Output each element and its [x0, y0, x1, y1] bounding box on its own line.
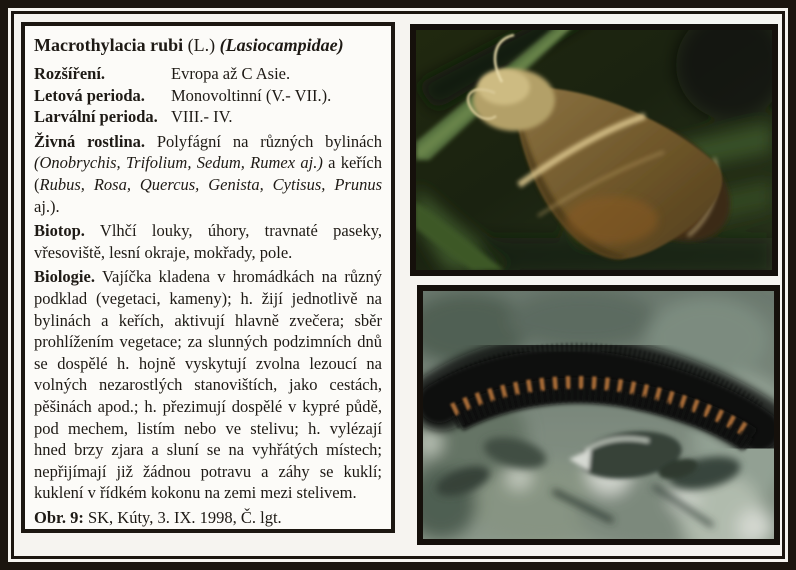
species-title: [34, 33, 382, 57]
caterpillar-photo-image: [423, 291, 774, 539]
species-info-panel: [21, 22, 395, 533]
family-name: (Lasiocampidae): [219, 35, 344, 55]
host-plant-label: Živná rostlina.: [34, 131, 145, 151]
field-value: VIII.- IV.: [171, 107, 233, 127]
field-flight-period: [34, 85, 382, 107]
biology-paragraph: [34, 266, 382, 504]
field-distribution: [34, 63, 382, 85]
field-label: Letová perioda.: [34, 85, 145, 105]
figure-caption: [34, 507, 382, 529]
field-value: Monovoltinní (V.- VII.).: [171, 85, 332, 105]
biology-label: Biologie.: [34, 267, 95, 287]
biotope-paragraph: [34, 220, 382, 263]
field-value: Evropa až C Asie.: [171, 64, 291, 83]
moth-photo: [410, 24, 778, 276]
host-plant-text: a keřích (: [34, 153, 382, 194]
species-name: Macrothylacia rubi: [34, 35, 184, 55]
species-author: (L.): [187, 35, 216, 55]
biotope-label: Biotop.: [34, 221, 85, 241]
field-label: Larvální perioda.: [34, 107, 158, 127]
host-plant-text: aj.).: [34, 196, 60, 216]
vignette: [423, 291, 774, 539]
figure-caption-text: SK, Kúty, 3. IX. 1998, Č. lgt.: [87, 507, 282, 527]
host-plant-latin: (Onobrychis, Trifolium, Sedum, Rumex aj.): [34, 153, 323, 173]
biology-text: Vajíčka kladena v hromádkách na různý podklad (vegetaci, kameny); h. žijí jednotlivě na bylinách a keřích, aktivují hlavně zvečera; sběr prohlížením vegetace; za slunných podzimních dnů se dospělé h. hojně vyskytují zvolna lezoucí na volných nezarostlých stanovištích, jako cestách, pěšinách apod.; h. přezimují dospělé v kypré půdě, pod mechem, listím nebo ve stelivu; h. vylézají hned brzy zjara a sluní se na vyhřátých místech; nepřijímají již žádnou potravu a záhy se kuklí; kuklení v řídkém kokonu na zemi mezi stelivem.: [34, 267, 382, 503]
field-larval-period: [34, 106, 382, 128]
moth-photo-image: [416, 30, 772, 270]
field-label: Rozšíření.: [34, 64, 106, 83]
figure-caption-label: Obr. 9:: [34, 507, 84, 527]
caterpillar-photo: [417, 285, 780, 545]
host-plant-text: Polyfágní na různých bylinách: [156, 131, 382, 151]
host-plant-latin: Rubus, Rosa, Quercus, Genista, Cytisus, Prunus: [39, 174, 382, 194]
host-plant-paragraph: [34, 131, 382, 217]
biotope-text: Vlhčí louky, úhory, travnaté paseky, vřesoviště, lesní okraje, mokřady, pole.: [34, 221, 382, 262]
